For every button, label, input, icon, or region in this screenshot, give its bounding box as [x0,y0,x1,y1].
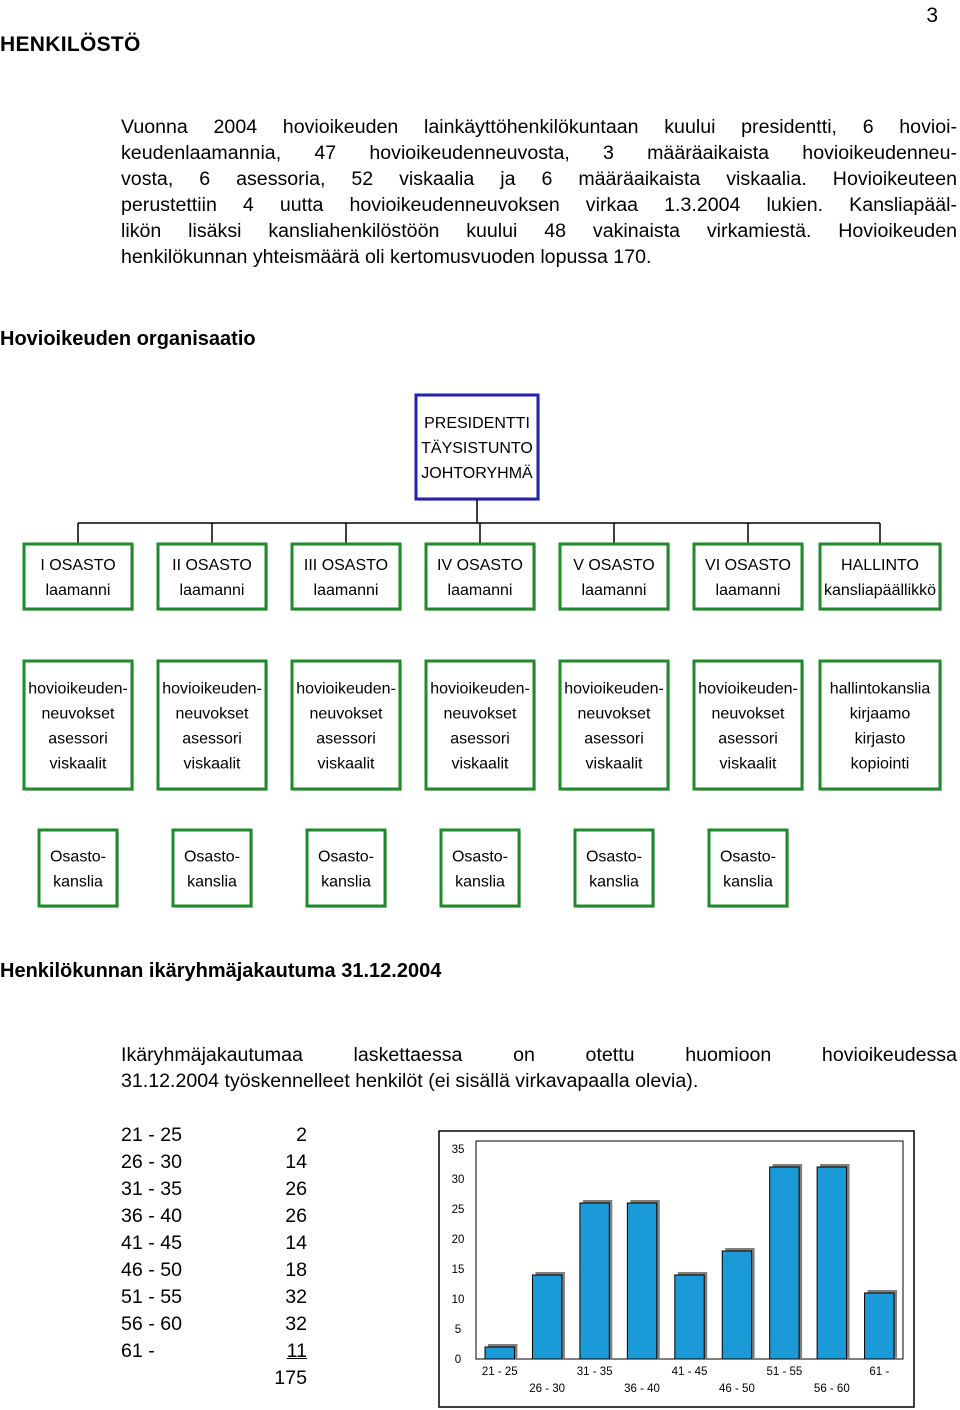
department-box [292,544,402,611]
box-label: VI OSASTO [705,557,791,574]
org-top-box [416,395,540,501]
box-label: III OSASTO [303,557,389,574]
age-range: 21 - 25 [121,1124,183,1146]
intro-paragraph [121,114,957,270]
age-intro [121,1042,957,1094]
bar [485,1347,514,1359]
box-label: viskaalit [585,755,643,773]
intro-line: perustettiin 4 uutta hovioikeudenneuvoksen virkaa 1.3.2004 lukien. Kansliapääl- [121,194,957,216]
box-label: kanslia [723,873,773,891]
box-label: viskaalit [719,755,777,773]
section-heading: HENKILÖSTÖ [0,33,141,56]
box-border [694,544,802,609]
box-border [292,544,400,609]
box-label: asessori [48,730,108,748]
y-tick-label: 20 [451,1234,465,1246]
intro-line: likön lisäksi kansliahenkilöstöön kuului 48 vakinaista virkamiestä. Hovioikeuden [121,220,957,242]
box-label: hovioikeuden- [698,680,798,698]
box-border [575,830,653,906]
box-label: viskaalit [451,755,509,773]
age-bar-chart [438,1130,918,1410]
age-intro-line: Ikäryhmäjakautumaa laskettaessa on otettu huomioon hovioikeudessa [121,1044,957,1066]
box-label: hovioikeuden- [564,680,664,698]
box-border [39,830,117,906]
department-box [560,544,670,611]
box-label: neuvokset [711,705,785,723]
box-border [173,830,251,906]
y-tick-label: 0 [454,1354,462,1366]
y-tick-label: 10 [451,1294,465,1306]
y-tick-label: 30 [451,1174,465,1186]
box-label: hovioikeuden- [162,680,262,698]
x-tick-label: 56 - 60 [813,1383,850,1395]
box-label: viskaalit [183,755,241,773]
age-row [121,1178,307,1205]
org-heading: Hovioikeuden organisaatio [0,328,256,350]
age-row [121,1259,307,1286]
box-label: hovioikeuden- [28,680,128,698]
age-count: 26 [285,1205,307,1227]
x-tick-label: 21 - 25 [481,1366,518,1378]
department-box [426,544,536,611]
box-label: Osasto- [585,848,643,866]
y-tick-label: 25 [451,1204,465,1216]
staff-box [820,661,942,791]
age-count: 14 [285,1151,307,1173]
box-label: kanslia [53,873,103,891]
bar [722,1251,751,1359]
department-box [158,544,268,611]
box-label: laamanni [581,582,647,599]
box-label: asessori [584,730,644,748]
department-box [24,544,134,611]
box-label: laamanni [447,582,513,599]
age-row [121,1151,307,1178]
age-count: 26 [285,1178,307,1200]
box-border [560,544,668,609]
x-tick-label: 26 - 30 [529,1383,566,1395]
staff-box [694,661,804,791]
box-label: kanslia [455,873,505,891]
box-label: Osasto- [49,848,107,866]
box-label: kopiointi [850,755,910,773]
age-intro-line: 31.12.2004 työskennelleet henkilöt (ei sisällä virkavapaalla olevia). [121,1070,699,1092]
age-range: 26 - 30 [121,1151,183,1173]
office-box [307,830,387,908]
org-chart [0,380,960,915]
box-label: asessori [182,730,242,748]
intro-line: vosta, 6 asessoria, 52 viskaalia ja 6 määräaikaista viskaalia. Hovioikeuteen [121,168,957,190]
age-total [121,1367,307,1394]
x-tick-label: 31 - 35 [576,1366,613,1378]
intro-line: Vuonna 2004 hovioikeuden lainkäyttöhenkilökuntaan kuului presidentti, 6 hovioi- [121,116,957,138]
intro-line: henkilökunnan yhteismäärä oli kertomusvuoden lopussa 170. [121,246,652,268]
staff-box [560,661,670,791]
box-label: hovioikeuden- [296,680,396,698]
box-label: neuvokset [443,705,517,723]
box-label: Osasto- [183,848,241,866]
age-row [121,1340,307,1367]
age-row [121,1313,307,1340]
age-range: 31 - 35 [121,1178,183,1200]
staff-box [158,661,268,791]
box-label: neuvokset [309,705,383,723]
bar [770,1167,799,1359]
box-label: laamanni [179,582,245,599]
x-tick-label: 61 - [869,1366,890,1378]
box-label: asessori [450,730,510,748]
box-label: TÄYSISTUNTO [421,440,533,457]
age-count: 14 [285,1232,307,1254]
box-label: laamanni [45,582,111,599]
age-heading: Henkilökunnan ikäryhmäjakautuma 31.12.2004 [0,960,442,982]
office-box [575,830,655,908]
age-count: 32 [285,1313,307,1335]
age-row [121,1232,307,1259]
box-border [709,830,787,906]
y-tick-label: 15 [451,1264,465,1276]
box-label: V OSASTO [573,557,655,574]
y-tick-label: 35 [451,1144,465,1156]
box-border [158,544,266,609]
office-box [441,830,521,908]
age-range: 41 - 45 [121,1232,183,1254]
box-label: kirjaamo [849,705,911,723]
x-tick-label: 46 - 50 [719,1383,755,1395]
age-range: 51 - 55 [121,1286,183,1308]
bar [865,1293,894,1359]
x-tick-label: 36 - 40 [624,1383,660,1395]
box-label: I OSASTO [40,557,116,574]
office-box [39,830,119,908]
y-tick-label: 5 [454,1324,462,1336]
age-row [121,1205,307,1232]
bar [675,1275,704,1359]
box-label: II OSASTO [172,557,252,574]
age-range: 61 - [121,1340,155,1362]
bar [580,1203,609,1359]
bar [627,1203,656,1359]
office-box [173,830,253,908]
bar [817,1167,846,1359]
box-label: Osasto- [451,848,509,866]
box-label: neuvokset [41,705,115,723]
box-label: kanslia [187,873,237,891]
department-box [820,544,942,611]
box-label: Osasto- [719,848,777,866]
age-count: 11 [286,1340,307,1362]
box-label: hallintokanslia [829,680,931,698]
age-range: 46 - 50 [121,1259,183,1281]
box-label: HALLINTO [841,557,919,574]
box-label: PRESIDENTTI [424,415,530,432]
box-border [441,830,519,906]
age-total-value: 175 [274,1367,307,1389]
box-label: kansliapäällikkö [823,582,937,599]
staff-box [426,661,536,791]
department-box [694,544,804,611]
staff-box [24,661,134,791]
office-box [709,830,789,908]
box-label: kanslia [589,873,639,891]
intro-line: keudenlaamannia, 47 hovioikeudenneuvosta, 3 määräaikaista hovioikeudenneu- [121,142,957,164]
age-count: 32 [285,1286,307,1308]
age-table [121,1124,307,1394]
bar [532,1275,561,1359]
box-label: viskaalit [317,755,375,773]
age-count: 2 [296,1124,307,1146]
box-label: JOHTORYHMÄ [421,465,533,482]
box-label: asessori [718,730,778,748]
box-label: neuvokset [175,705,249,723]
box-border [307,830,385,906]
age-row [121,1124,307,1151]
box-label: viskaalit [49,755,107,773]
box-border [820,544,940,609]
box-label: kanslia [321,873,371,891]
box-label: laamanni [313,582,379,599]
box-label: laamanni [715,582,781,599]
box-border [24,544,132,609]
age-count: 18 [285,1259,307,1281]
age-range: 36 - 40 [121,1205,183,1227]
box-label: neuvokset [577,705,651,723]
box-label: hovioikeuden- [430,680,530,698]
box-border [426,544,534,609]
box-label: asessori [316,730,376,748]
box-label: Osasto- [317,848,375,866]
box-label: kirjasto [854,730,906,748]
x-tick-label: 41 - 45 [671,1366,708,1378]
box-label: IV OSASTO [437,557,523,574]
x-tick-label: 51 - 55 [766,1366,803,1378]
age-row [121,1286,307,1313]
staff-box [292,661,402,791]
page-number: 3 [926,4,938,27]
age-range: 56 - 60 [121,1313,183,1335]
